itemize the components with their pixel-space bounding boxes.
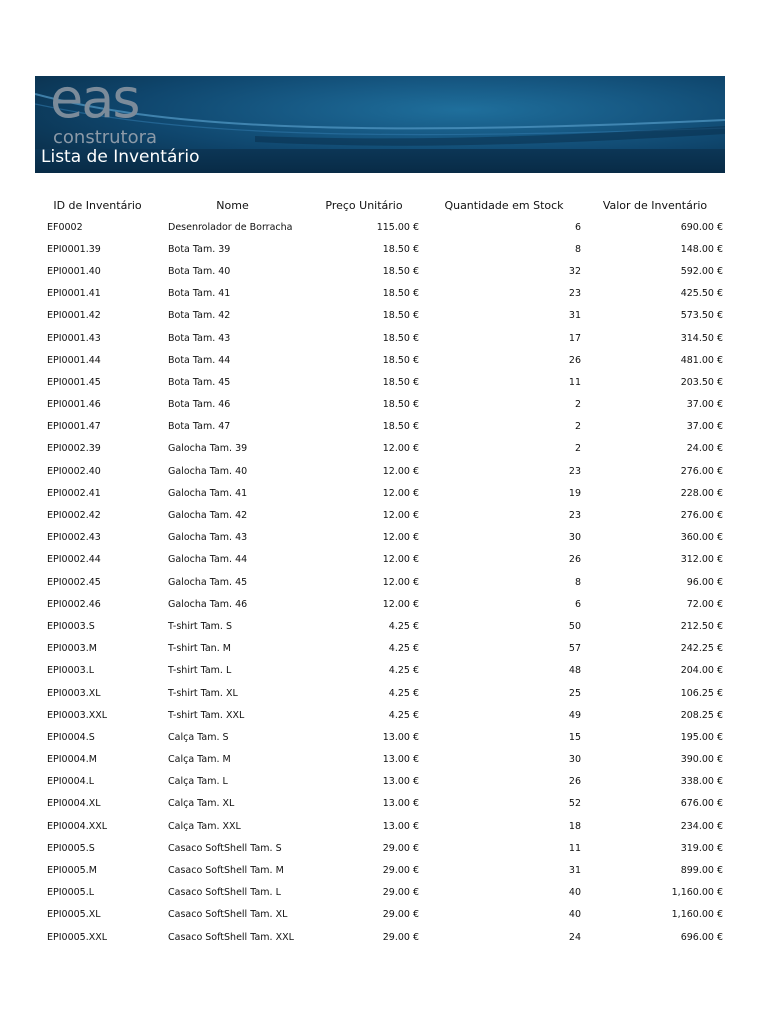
item-name-cell: Galocha Tam. 44 [168, 554, 248, 566]
inventory-id-cell: EPI0001.42 [47, 310, 101, 322]
item-name-cell: Casaco SoftShell Tam. XXL [168, 931, 294, 943]
unit-price-cell: 18.50 € [382, 421, 419, 433]
stock-quantity-cell: 52 [568, 798, 581, 810]
item-name-cell: Calça Tam. XL [168, 798, 235, 810]
unit-price-cell: 18.50 € [382, 332, 419, 344]
stock-quantity-cell: 2 [574, 399, 581, 411]
item-name-cell: Bota Tam. 39 [168, 243, 231, 255]
inventory-id-cell: EPI0001.43 [47, 332, 101, 344]
stock-quantity-cell: 18 [568, 820, 581, 832]
inventory-id-cell: EPI0003.S [47, 620, 95, 632]
table-row [35, 660, 725, 682]
inventory-id-cell: EPI0002.42 [47, 510, 101, 522]
item-name-cell: Bota Tam. 46 [168, 399, 231, 411]
stock-quantity-cell: 8 [574, 243, 581, 255]
item-name-cell: Casaco SoftShell Tam. L [168, 887, 281, 899]
inventory-id-cell: EPI0005.L [47, 887, 95, 899]
table-row [35, 482, 725, 504]
inventory-value-cell: 106.25 € [680, 687, 723, 699]
inventory-id-cell: EPI0001.40 [47, 265, 101, 277]
inventory-id-cell: EPI0002.46 [47, 598, 101, 610]
stock-quantity-cell: 40 [568, 909, 581, 921]
item-name-cell: Bota Tam. 47 [168, 421, 231, 433]
item-name-cell: Calça Tam. S [168, 731, 229, 743]
inventory-value-cell: 37.00 € [686, 421, 723, 433]
unit-price-cell: 13.00 € [382, 776, 419, 788]
unit-price-cell: 18.50 € [382, 376, 419, 388]
table-row [35, 771, 725, 793]
item-name-cell: Bota Tam. 42 [168, 310, 231, 322]
header-banner [35, 76, 725, 173]
stock-quantity-cell: 11 [568, 376, 581, 388]
stock-quantity-cell: 32 [568, 265, 581, 277]
stock-quantity-cell: 57 [568, 643, 581, 655]
stock-quantity-cell: 17 [568, 332, 581, 344]
inventory-value-cell: 676.00 € [680, 798, 723, 810]
inventory-value-cell: 314.50 € [680, 332, 723, 344]
column-header-id: ID de Inventário [53, 198, 142, 212]
inventory-value-cell: 37.00 € [686, 399, 723, 411]
inventory-value-cell: 72.00 € [686, 598, 723, 610]
item-name-cell: Galocha Tam. 42 [168, 510, 248, 522]
inventory-id-cell: EPI0003.XL [47, 687, 101, 699]
unit-price-cell: 4.25 € [388, 665, 419, 677]
item-name-cell: T-shirt Tam. S [168, 620, 232, 632]
table-row [35, 527, 725, 549]
item-name-cell: Calça Tam. XXL [168, 820, 241, 832]
table-row [35, 638, 725, 660]
inventory-id-cell: EPI0004.S [47, 731, 95, 743]
table-row [35, 305, 725, 327]
stock-quantity-cell: 11 [568, 842, 581, 854]
item-name-cell: Galocha Tam. 43 [168, 532, 248, 544]
item-name-cell: Galocha Tam. 39 [168, 443, 248, 455]
table-row [35, 238, 725, 260]
unit-price-cell: 4.25 € [388, 620, 419, 632]
stock-quantity-cell: 49 [568, 709, 581, 721]
unit-price-cell: 29.00 € [382, 842, 419, 854]
item-name-cell: Bota Tam. 43 [168, 332, 231, 344]
unit-price-cell: 13.00 € [382, 754, 419, 766]
column-header-name: Nome [216, 198, 249, 212]
inventory-id-cell: EPI0002.41 [47, 487, 101, 499]
inventory-value-cell: 195.00 € [680, 731, 723, 743]
stock-quantity-cell: 48 [568, 665, 581, 677]
inventory-id-cell: EPI0002.39 [47, 443, 101, 455]
table-row [35, 571, 725, 593]
stock-quantity-cell: 25 [568, 687, 581, 699]
unit-price-cell: 13.00 € [382, 798, 419, 810]
stock-quantity-cell: 23 [568, 510, 581, 522]
unit-price-cell: 29.00 € [382, 909, 419, 921]
item-name-cell: T-shirt Tam. XXL [168, 709, 245, 721]
unit-price-cell: 18.50 € [382, 288, 419, 300]
company-logo: eas [50, 76, 139, 130]
inventory-value-cell: 203.50 € [680, 376, 723, 388]
inventory-id-cell: EPI0002.45 [47, 576, 101, 588]
unit-price-cell: 12.00 € [382, 554, 419, 566]
table-row [35, 904, 725, 926]
inventory-value-cell: 148.00 € [680, 243, 723, 255]
unit-price-cell: 29.00 € [382, 931, 419, 943]
item-name-cell: Bota Tam. 41 [168, 288, 231, 300]
table-row [35, 327, 725, 349]
table-row [35, 283, 725, 305]
stock-quantity-cell: 26 [568, 554, 581, 566]
inventory-value-cell: 390.00 € [680, 754, 723, 766]
stock-quantity-cell: 24 [568, 931, 581, 943]
item-name-cell: Bota Tam. 40 [168, 265, 231, 277]
unit-price-cell: 4.25 € [388, 643, 419, 655]
table-row [35, 593, 725, 615]
item-name-cell: Casaco SoftShell Tam. M [168, 865, 284, 877]
table-row [35, 416, 725, 438]
item-name-cell: Galocha Tam. 45 [168, 576, 248, 588]
stock-quantity-cell: 23 [568, 465, 581, 477]
stock-quantity-cell: 30 [568, 532, 581, 544]
column-header-unit-price: Preço Unitário [325, 198, 403, 212]
item-name-cell: Galocha Tam. 41 [168, 487, 248, 499]
table-row [35, 704, 725, 726]
stock-quantity-cell: 6 [574, 598, 581, 610]
inventory-id-cell: EF0002 [47, 221, 83, 233]
item-name-cell: Bota Tam. 45 [168, 376, 231, 388]
table-header-row [35, 194, 725, 216]
item-name-cell: Galocha Tam. 40 [168, 465, 248, 477]
inventory-id-cell: EPI0004.XXL [47, 820, 108, 832]
unit-price-cell: 18.50 € [382, 399, 419, 411]
unit-price-cell: 12.00 € [382, 487, 419, 499]
inventory-id-cell: EPI0004.XL [47, 798, 101, 810]
table-row [35, 726, 725, 748]
unit-price-cell: 4.25 € [388, 687, 419, 699]
stock-quantity-cell: 8 [574, 576, 581, 588]
inventory-id-cell: EPI0003.XXL [47, 709, 108, 721]
unit-price-cell: 18.50 € [382, 310, 419, 322]
inventory-value-cell: 360.00 € [680, 532, 723, 544]
table-row [35, 682, 725, 704]
unit-price-cell: 12.00 € [382, 576, 419, 588]
unit-price-cell: 29.00 € [382, 865, 419, 877]
inventory-id-cell: EPI0005.XL [47, 909, 101, 921]
stock-quantity-cell: 40 [568, 887, 581, 899]
inventory-id-cell: EPI0001.47 [47, 421, 101, 433]
table-row [35, 615, 725, 637]
inventory-value-cell: 481.00 € [680, 354, 723, 366]
stock-quantity-cell: 26 [568, 776, 581, 788]
stock-quantity-cell: 23 [568, 288, 581, 300]
inventory-value-cell: 592.00 € [680, 265, 723, 277]
item-name-cell: Desenrolador de Borracha [168, 221, 293, 233]
page-title: Lista de Inventário [41, 147, 200, 167]
inventory-id-cell: EPI0001.45 [47, 376, 101, 388]
inventory-id-cell: EPI0001.39 [47, 243, 101, 255]
inventory-value-cell: 573.50 € [680, 310, 723, 322]
item-name-cell: Bota Tam. 44 [168, 354, 231, 366]
inventory-value-cell: 228.00 € [680, 487, 723, 499]
inventory-id-cell: EPI0005.M [47, 865, 97, 877]
inventory-value-cell: 1,160.00 € [671, 887, 723, 899]
stock-quantity-cell: 50 [568, 620, 581, 632]
table-row [35, 882, 725, 904]
table-row [35, 260, 725, 282]
stock-quantity-cell: 30 [568, 754, 581, 766]
inventory-id-cell: EPI0005.XXL [47, 931, 108, 943]
table-row [35, 460, 725, 482]
stock-quantity-cell: 2 [574, 421, 581, 433]
item-name-cell: Galocha Tam. 46 [168, 598, 248, 610]
inventory-value-cell: 212.50 € [680, 620, 723, 632]
stock-quantity-cell: 6 [574, 221, 581, 233]
inventory-id-cell: EPI0004.L [47, 776, 95, 788]
company-logo-subtitle: construtora [53, 127, 158, 148]
unit-price-cell: 18.50 € [382, 243, 419, 255]
unit-price-cell: 12.00 € [382, 532, 419, 544]
inventory-table [35, 194, 725, 948]
unit-price-cell: 12.00 € [382, 510, 419, 522]
column-header-stock-quantity: Quantidade em Stock [444, 198, 564, 212]
inventory-value-cell: 1,160.00 € [671, 909, 723, 921]
inventory-id-cell: EPI0002.40 [47, 465, 101, 477]
table-row [35, 815, 725, 837]
inventory-id-cell: EPI0001.44 [47, 354, 101, 366]
table-row [35, 504, 725, 526]
inventory-value-cell: 696.00 € [680, 931, 723, 943]
stock-quantity-cell: 15 [568, 731, 581, 743]
inventory-id-cell: EPI0005.S [47, 842, 95, 854]
stock-quantity-cell: 31 [568, 310, 581, 322]
table-row [35, 349, 725, 371]
unit-price-cell: 18.50 € [382, 354, 419, 366]
table-body [35, 216, 725, 948]
item-name-cell: T-shirt Tan. M [168, 643, 231, 655]
table-row [35, 793, 725, 815]
table-row [35, 926, 725, 948]
inventory-table-container [35, 194, 725, 948]
item-name-cell: T-shirt Tam. XL [168, 687, 238, 699]
inventory-id-cell: EPI0003.L [47, 665, 95, 677]
table-row [35, 394, 725, 416]
inventory-value-cell: 319.00 € [680, 842, 723, 854]
inventory-value-cell: 242.25 € [680, 643, 723, 655]
table-row [35, 438, 725, 460]
table-row [35, 216, 725, 238]
stock-quantity-cell: 26 [568, 354, 581, 366]
table-row [35, 549, 725, 571]
item-name-cell: Casaco SoftShell Tam. S [168, 842, 282, 854]
inventory-id-cell: EPI0004.M [47, 754, 97, 766]
inventory-value-cell: 96.00 € [686, 576, 723, 588]
stock-quantity-cell: 19 [568, 487, 581, 499]
unit-price-cell: 115.00 € [376, 221, 419, 233]
inventory-id-cell: EPI0003.M [47, 643, 97, 655]
unit-price-cell: 29.00 € [382, 887, 419, 899]
item-name-cell: Calça Tam. M [168, 754, 231, 766]
table-row [35, 371, 725, 393]
unit-price-cell: 12.00 € [382, 598, 419, 610]
inventory-id-cell: EPI0001.46 [47, 399, 101, 411]
unit-price-cell: 12.00 € [382, 443, 419, 455]
inventory-id-cell: EPI0002.44 [47, 554, 101, 566]
inventory-id-cell: EPI0001.41 [47, 288, 101, 300]
unit-price-cell: 13.00 € [382, 820, 419, 832]
unit-price-cell: 12.00 € [382, 465, 419, 477]
table-row [35, 859, 725, 881]
inventory-value-cell: 24.00 € [686, 443, 723, 455]
inventory-value-cell: 312.00 € [680, 554, 723, 566]
inventory-id-cell: EPI0002.43 [47, 532, 101, 544]
inventory-value-cell: 204.00 € [680, 665, 723, 677]
inventory-value-cell: 899.00 € [680, 865, 723, 877]
stock-quantity-cell: 2 [574, 443, 581, 455]
column-header-inventory-value: Valor de Inventário [602, 198, 708, 212]
unit-price-cell: 4.25 € [388, 709, 419, 721]
item-name-cell: T-shirt Tam. L [168, 665, 232, 677]
inventory-value-cell: 690.00 € [680, 221, 723, 233]
item-name-cell: Casaco SoftShell Tam. XL [168, 909, 288, 921]
unit-price-cell: 13.00 € [382, 731, 419, 743]
inventory-value-cell: 276.00 € [680, 465, 723, 477]
inventory-value-cell: 234.00 € [680, 820, 723, 832]
table-row [35, 749, 725, 771]
table-row [35, 837, 725, 859]
item-name-cell: Calça Tam. L [168, 776, 228, 788]
inventory-value-cell: 338.00 € [680, 776, 723, 788]
inventory-value-cell: 276.00 € [680, 510, 723, 522]
inventory-value-cell: 208.25 € [680, 709, 723, 721]
inventory-value-cell: 425.50 € [680, 288, 723, 300]
stock-quantity-cell: 31 [568, 865, 581, 877]
unit-price-cell: 18.50 € [382, 265, 419, 277]
